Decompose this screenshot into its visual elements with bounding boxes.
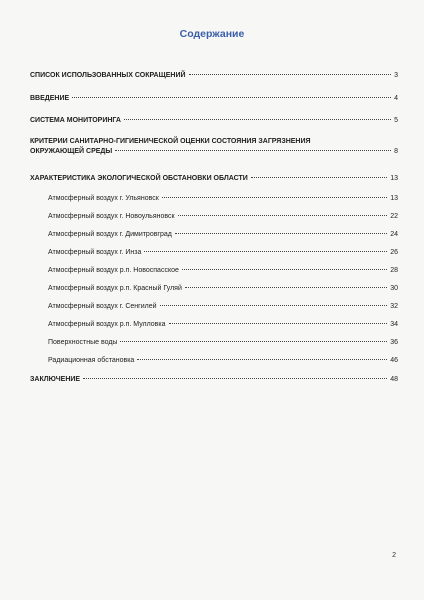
toc-entry-page: 48 [390,376,398,383]
toc-entry-conclusion [30,376,398,383]
toc-entry-abbreviations [30,72,398,79]
toc-subentry-label: Атмосферный воздух г. Ульяновск [48,195,159,202]
dot-leader [115,150,391,151]
toc-subentry-label: Атмосферный воздух р.п. Красный Гуляй [48,285,182,292]
toc-entry-label-line2: ОКРУЖАЮЩЕЙ СРЕДЫ [30,148,113,155]
dot-leader [175,233,387,234]
toc-entry-page: 3 [394,72,398,79]
toc-entry-label: СПИСОК ИСПОЛЬЗОВАННЫХ СОКРАЩЕНИЙ [30,72,186,79]
toc-subentry-page: 46 [390,357,398,364]
toc-subentry-label: Поверхностные воды [48,339,118,346]
toc-subentry-radiation [48,357,398,364]
toc-subentry-sengiley [48,303,398,310]
toc-subentry-krasny-gulyai [48,285,398,292]
toc-subentry-label: Атмосферный воздух р.п. Новоспасское [48,267,179,274]
dot-leader [160,305,388,306]
toc-subentry-page: 26 [390,249,398,256]
toc-subentry-novoulyanovsk [48,213,398,220]
toc-subentry-ulyanovsk [48,195,398,202]
dot-leader [137,359,387,360]
toc-subentry-label: Атмосферный воздух г. Сенгилей [48,303,157,310]
toc-entry-label: ЗАКЛЮЧЕНИЕ [30,376,81,383]
toc-entry-criteria [30,136,398,155]
toc-subentry-label: Атмосферный воздух г. Инза [48,249,142,256]
toc-entry-label: СИСТЕМА МОНИТОРИНГА [30,117,121,124]
toc-entry-monitoring [30,117,398,124]
toc-entry-label: ХАРАКТЕРИСТИКА ЭКОЛОГИЧЕСКОЙ ОБСТАНОВКИ ОБЛАСТИ [30,175,248,182]
dot-leader [178,215,388,216]
dot-leader [120,341,387,342]
toc-subentry-label: Атмосферный воздух р.п. Мулловка [48,321,166,328]
toc-subentry-label: Радиационная обстановка [48,357,135,364]
toc-subentry-page: 30 [390,285,398,292]
toc-subentry-novospasskoe [48,267,398,274]
dot-leader [144,251,387,252]
toc-entry-page: 4 [394,95,398,102]
toc-entry-page: 8 [394,148,398,155]
toc-title: Содержание [179,28,245,40]
toc-subentry-mullovka [48,321,398,328]
dot-leader [83,378,387,379]
toc-entry-label-line1: КРИТЕРИИ САНИТАРНО-ГИГИЕНИЧЕСКОЙ ОЦЕНКИ СОСТОЯНИЯ ЗАГРЯЗНЕНИЯ [30,138,311,145]
toc-subentry-page: 32 [390,303,398,310]
dot-leader [251,177,387,178]
toc-entry-page: 5 [394,117,398,124]
toc-subentry-page: 34 [390,321,398,328]
toc-entry-page: 13 [390,175,398,182]
dot-leader [72,97,391,98]
page-number: 2 [392,552,396,559]
toc-subentry-surface-water [48,339,398,346]
toc-subentry-dimitrovgrad [48,231,398,238]
toc-entry-introduction [30,95,398,102]
toc-subentry-page: 13 [390,195,398,202]
toc-subentry-page: 22 [390,213,398,220]
dot-leader [124,119,391,120]
toc-subentry-label: Атмосферный воздух г. Димитровград [48,231,172,238]
toc-subentry-page: 28 [390,267,398,274]
dot-leader [169,323,388,324]
dot-leader [182,269,387,270]
toc-entry-label: ВВЕДЕНИЕ [30,95,70,102]
dot-leader [185,287,387,288]
dot-leader [189,74,392,75]
toc-entry-ecology [30,175,398,182]
toc-subentry-page: 36 [390,339,398,346]
toc-subentry-label: Атмосферный воздух г. Новоульяновск [48,213,175,220]
dot-leader [162,197,387,198]
toc-subentry-page: 24 [390,231,398,238]
toc-subentry-inza [48,249,398,256]
